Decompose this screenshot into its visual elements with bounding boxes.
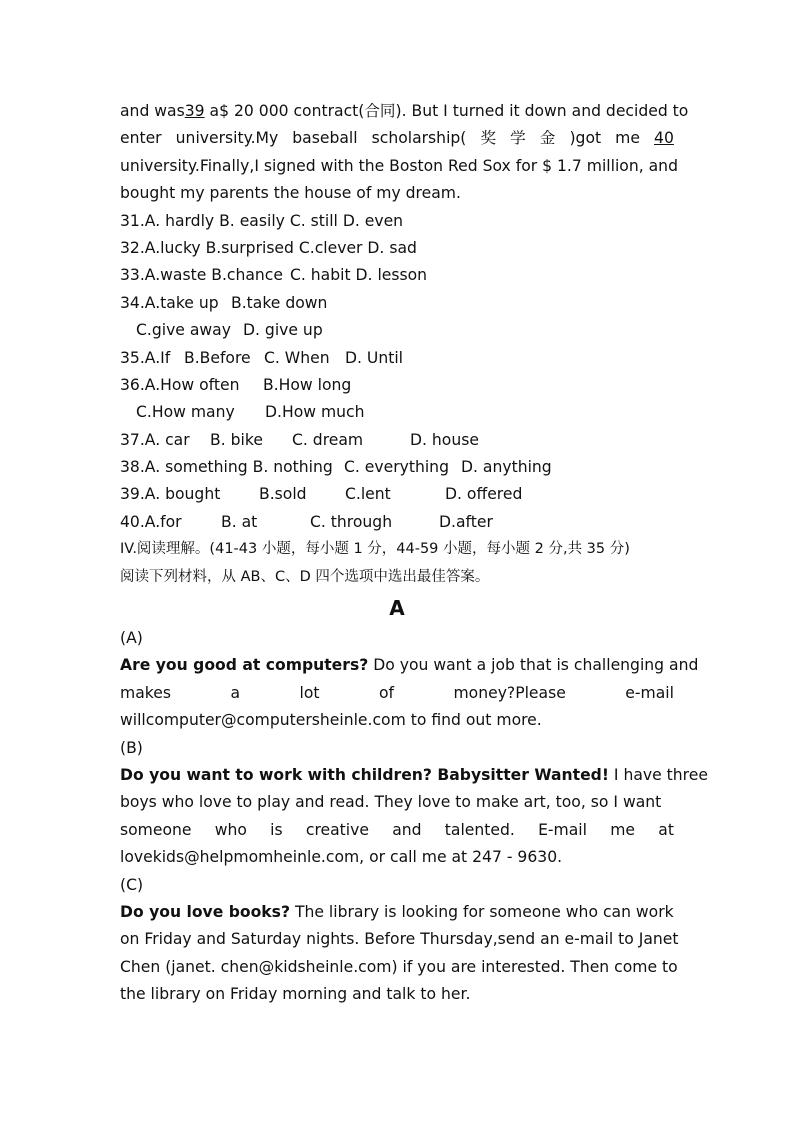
- question-33: 33.A.waste B.chance C. habit D. lesson: [120, 266, 428, 285]
- question-36-cont: C.How many D.How much: [136, 403, 365, 422]
- question-34-cont: C.give away D. give up: [136, 321, 323, 340]
- passage-line-1: and was39 a$ 20 000 contract(合同). But I turned it down and decided to: [120, 102, 689, 120]
- document-page: [120, 98, 708, 1009]
- question-31: 31.A. hardly B. easily C. still D. even: [120, 211, 404, 230]
- question-37: 37.A. car B. bike C. dream D. house: [120, 430, 479, 449]
- passage-line-4: bought my parents the house of my dream.: [120, 184, 461, 203]
- ad-b-line-1: Do you want to work with children? Babysitter Wanted! I have three: [120, 765, 708, 784]
- question-34: 34.A.take up B.take down: [120, 293, 328, 312]
- question-35: 35.A.If B.Before C. When D. Until: [120, 348, 403, 367]
- question-39: 39.A. bought B.sold C.lent D. offered: [120, 485, 523, 504]
- ad-c-line-1: Do you love books? The library is looking for someone who can work: [120, 902, 674, 921]
- ad-a-line-1: Are you good at computers? Do you want a job that is challenging and: [120, 656, 699, 675]
- section-heading: IV.阅读理解。(41-43 小题，每小题 1 分，44-59 小题，每小题 2 分,共 35 分): [120, 541, 630, 558]
- ad-c-line-4: the library on Friday morning and talk to her.: [120, 985, 471, 1004]
- question-32: 32.A.lucky B.surprised C.clever D. sad: [120, 238, 417, 257]
- question-36: 36.A.How often B.How long: [120, 375, 352, 394]
- ad-c-line-3: Chen (janet. chen@kidsheinle.com) if you are interested. Then come to: [120, 957, 678, 976]
- ad-c-line-2: on Friday and Saturday nights. Before Thursday,send an e-mail to Janet: [120, 930, 679, 949]
- blank-39: 39: [184, 102, 205, 120]
- part-title: A: [389, 596, 405, 621]
- ad-c-label: (C): [120, 875, 144, 894]
- ad-b-line-3: someone who is creative and talented. E-mail me at: [120, 820, 674, 839]
- ad-b-line-4: lovekids@helpmomheinle.com, or call me at 247 - 9630.: [120, 848, 563, 867]
- question-40: 40.A.for B. at C. through D.after: [120, 512, 493, 531]
- ad-a-line-2: makes a lot of money?Please e-mail: [120, 683, 674, 702]
- ad-b-line-2: boys who love to play and read. They love to make art, too, so I want: [120, 793, 662, 812]
- blank-40: 40: [654, 129, 674, 148]
- section-instruction: 阅读下列材料，从 AB、C、D 四个选项中选出最佳答案。: [120, 568, 490, 585]
- passage-line-2: enter university.My baseball scholarship( 奖 学 金 )got me 40: [120, 125, 674, 152]
- passage-line-3: university.Finally,I signed with the Boston Red Sox for $ 1.7 million, and: [120, 156, 678, 175]
- ad-a-label: (A): [120, 629, 143, 648]
- ad-a-line-3: willcomputer@computersheinle.com to find out more.: [120, 711, 542, 730]
- question-38: 38.A. something B. nothing C. everything D. anything: [120, 458, 552, 477]
- ad-b-label: (B): [120, 738, 143, 757]
